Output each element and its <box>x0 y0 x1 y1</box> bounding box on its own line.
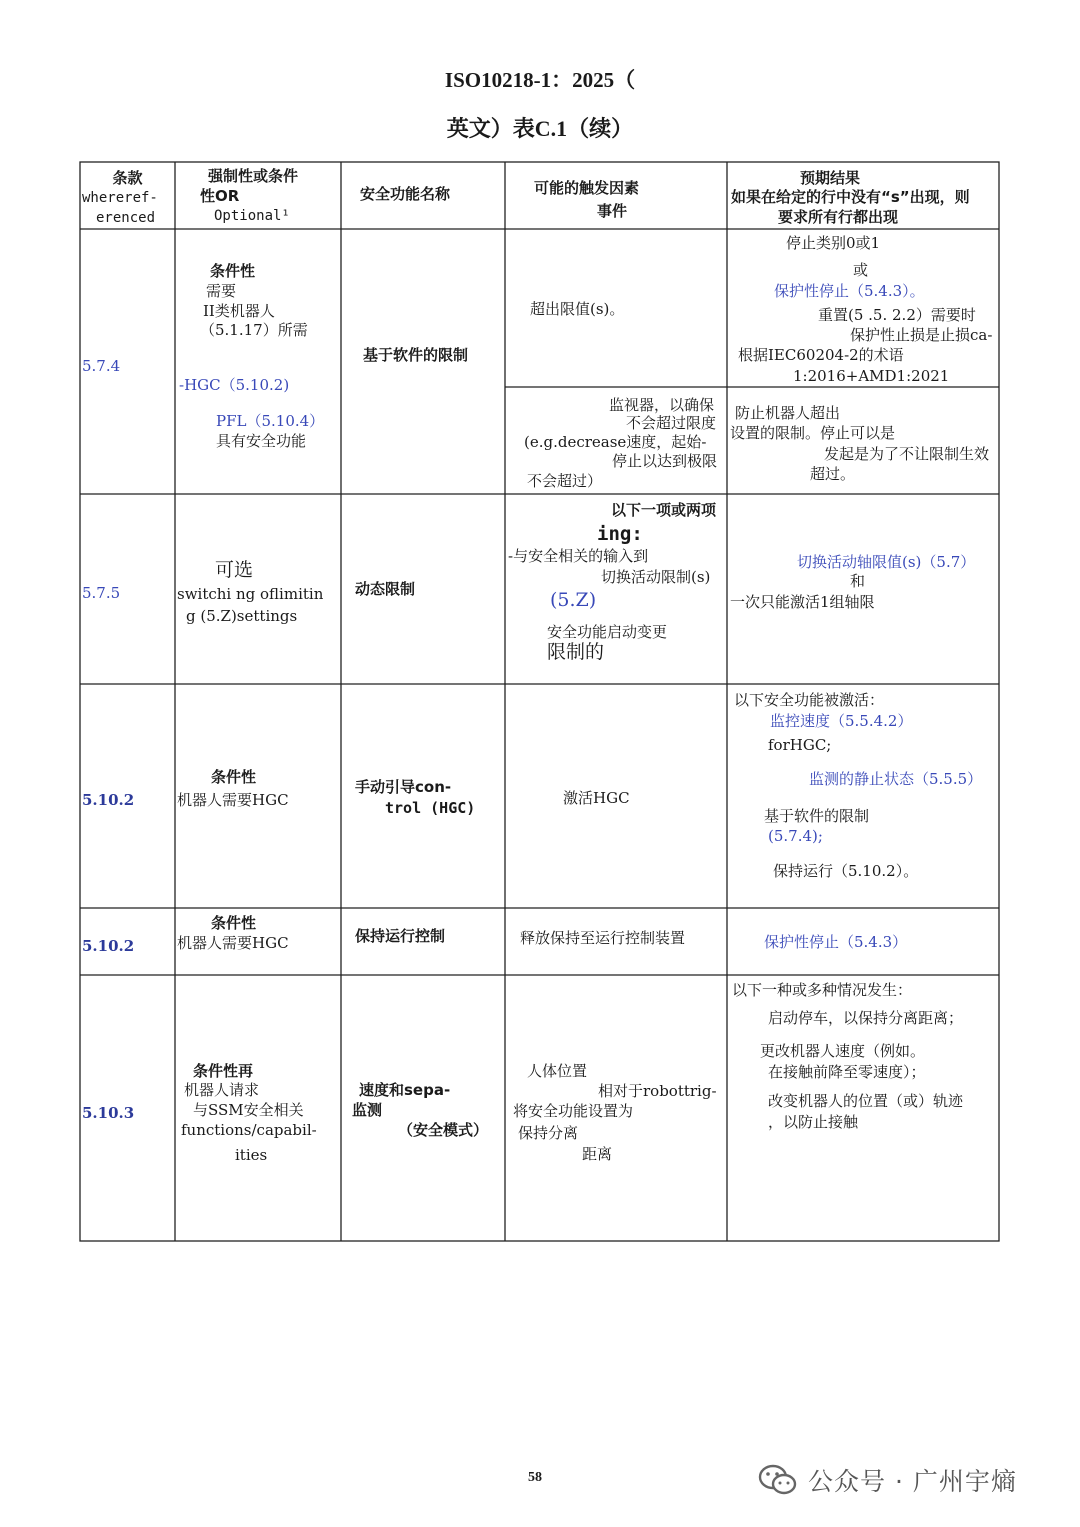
row2-trigger-line7: 限制的 <box>547 641 605 663</box>
header-clause-line2: whereref- <box>82 190 158 206</box>
row1-clause: 5.7.4 <box>82 357 121 375</box>
row3-result-line6: (5.7.4); <box>768 827 823 845</box>
page-number: 58 <box>528 1470 542 1485</box>
row3-result-line5: 基于软件的限制 <box>764 807 870 825</box>
header-clause-line3: erenced <box>96 210 156 226</box>
header-trigger-line1: 可能的触发因素 <box>534 179 640 197</box>
row5-result-line5: 改变机器人的位置（或）轨迹 <box>768 1092 964 1110</box>
header-condition-line2: 性OR <box>200 187 240 205</box>
row1-cond-line5: -HGC（5.10.2) <box>179 376 290 394</box>
row5-result-line3: 更改机器人速度（例如。 <box>760 1042 926 1060</box>
row5-result-line6: ，以防止接触 <box>768 1113 859 1131</box>
row5-result-line1: 以下一种或多种情况发生： <box>732 981 913 999</box>
row2-result-line3: 一次只能激活1组轴限 <box>730 593 875 611</box>
row1-result-a-line4: 重置(5 .5. 2.2）需要时 <box>818 306 976 324</box>
row1-result-b-line4: 超过。 <box>810 465 856 483</box>
row2-result-line2: 和 <box>850 572 866 590</box>
row1-result-a-line5: 保护性止损是止损ca- <box>850 326 993 344</box>
row4-result: 保护性停止（5.4.3） <box>764 933 908 951</box>
row5-function-name-line2: 监测 <box>352 1101 383 1119</box>
row2-function-name: 动态限制 <box>355 580 416 598</box>
row4-clause: 5.10.2 <box>82 937 135 955</box>
header-result-line1: 预期结果 <box>800 169 861 187</box>
row3-trigger: 激活HGC <box>563 789 630 807</box>
row5-trigger-line2: 相对于robottrig- <box>598 1082 717 1100</box>
row1-result-a-line3: 保护性停止（5.4.3）。 <box>774 282 925 300</box>
row1-cond-line6: PFL（5.10.4） <box>216 412 325 430</box>
header-trigger-line2: 事件 <box>597 202 628 220</box>
row4-function-name: 保持运行控制 <box>355 927 446 945</box>
row1-trigger-b-line1: 监视器，以确保 <box>609 396 715 414</box>
row1-cond-line3: II类机器人 <box>203 302 275 320</box>
row1-trigger-b-line2: 不会超过限度 <box>626 414 717 432</box>
row1-result-b-line1: 防止机器人超出 <box>735 404 841 422</box>
row2-clause: 5.7.5 <box>82 584 121 602</box>
row5-trigger-line4: 保持分离 <box>518 1124 579 1142</box>
row4-cond-line1: 条件性 <box>211 914 257 932</box>
row3-function-name-line2: trol (HGC) <box>385 799 476 817</box>
row2-cond-line1: 可选 <box>215 559 254 581</box>
row5-result-line2: 启动停车，以保持分离距离； <box>768 1009 964 1027</box>
row3-result-line4: 监测的静止状态（5.5.5） <box>809 770 983 788</box>
row2-trigger-line1: 以下一项或两项 <box>611 501 717 519</box>
row1-cond-line4: （5.1.17）所需 <box>200 321 308 339</box>
row2-trigger-line3: -与安全相关的输入到 <box>508 547 649 565</box>
row5-cond-line4: functions/capabil- <box>181 1121 317 1139</box>
row1-result-a-line6: 根据IEC60204-2的术语 <box>738 346 904 364</box>
row2-trigger-line2: ing: <box>597 523 643 545</box>
row5-cond-line3: 与SSM安全相关 <box>193 1101 304 1119</box>
row5-result-line4: 在接触前降至零速度）； <box>768 1063 926 1081</box>
header-result-line2: 如果在给定的行中没有“s”出现，则 <box>731 188 970 206</box>
row3-result-line1: 以下安全功能被激活： <box>734 691 885 709</box>
row5-function-name-line1: 速度和sepa- <box>359 1081 451 1099</box>
header-function-name: 安全功能名称 <box>360 185 451 203</box>
header-result-line3: 要求所有行都出现 <box>778 208 899 226</box>
row5-trigger-line1: 人体位置 <box>527 1062 588 1080</box>
row3-result-line3: forHGC; <box>768 736 832 754</box>
row1-result-a-line7: 1:2016+AMD1:2021 <box>793 367 950 385</box>
row2-cond-line2: switchi ng oflimitin <box>177 585 324 603</box>
row1-cond-line2: 需要 <box>206 282 237 300</box>
row1-result-b-line3: 发起是为了不让限制生效 <box>824 445 990 463</box>
row1-result-a-line1: 停止类别0或1 <box>786 234 881 252</box>
row3-function-name-line1: 手动引导con- <box>355 778 452 796</box>
row3-result-line7: 保持运行（5.10.2）。 <box>773 862 919 880</box>
row1-function-name: 基于软件的限制 <box>363 346 469 364</box>
header-clause-line1: 条款 <box>112 169 143 187</box>
row5-function-name-line3: （安全模式） <box>398 1121 489 1139</box>
row3-result-line2: 监控速度（5.5.4.2） <box>770 712 913 730</box>
row1-trigger-b-line5: 不会超过） <box>527 472 603 490</box>
row2-cond-line3: g (5.Z)settings <box>186 607 298 625</box>
header-condition-line3: Optional¹ <box>214 208 290 224</box>
row1-trigger-a: 超出限值(s)。 <box>530 300 625 318</box>
row3-cond-line2: 机器人需要HGC <box>177 791 289 809</box>
row1-cond-line1: 条件性 <box>210 262 256 280</box>
row1-trigger-b-line3: (e.g.decrease速度，起始- <box>524 433 707 451</box>
row2-trigger-line6: 安全功能启动变更 <box>547 623 668 641</box>
watermark <box>758 1462 1017 1498</box>
row2-result-line1: 切换活动轴限值(s)（5.7） <box>797 553 976 571</box>
document-title-line2: 英文）表C.1（续） <box>446 116 634 141</box>
row5-cond-line2: 机器人请求 <box>184 1081 260 1099</box>
row5-clause: 5.10.3 <box>82 1104 135 1122</box>
row3-cond-line1: 条件性 <box>211 768 257 786</box>
row4-trigger: 释放保持至运行控制装置 <box>520 929 686 947</box>
row2-trigger-line5: (5.Z) <box>550 589 597 611</box>
wechat-icon <box>758 1463 798 1497</box>
watermark-text: 公众号 · 广州宇熵 <box>808 1467 1017 1496</box>
row1-result-b-line2: 设置的限制。停止可以是 <box>730 424 896 442</box>
row4-cond-line2: 机器人需要HGC <box>177 934 289 952</box>
header-condition-line1: 强制性或条件 <box>208 167 299 185</box>
row5-trigger-line5: 距离 <box>582 1145 613 1163</box>
row5-trigger-line3: 将安全功能设置为 <box>513 1102 634 1120</box>
row5-cond-line5: ities <box>235 1146 268 1164</box>
row3-clause: 5.10.2 <box>82 791 135 809</box>
row1-result-a-line2: 或 <box>853 261 869 279</box>
row5-cond-line1: 条件性再 <box>193 1062 254 1080</box>
document-title-line1: ISO10218-1：2025（ <box>444 68 636 92</box>
row2-trigger-line4: 切换活动限制(s) <box>601 568 711 586</box>
row1-trigger-b-line4: 停止以达到极限 <box>612 452 718 470</box>
row1-cond-line7: 具有安全功能 <box>216 432 307 450</box>
